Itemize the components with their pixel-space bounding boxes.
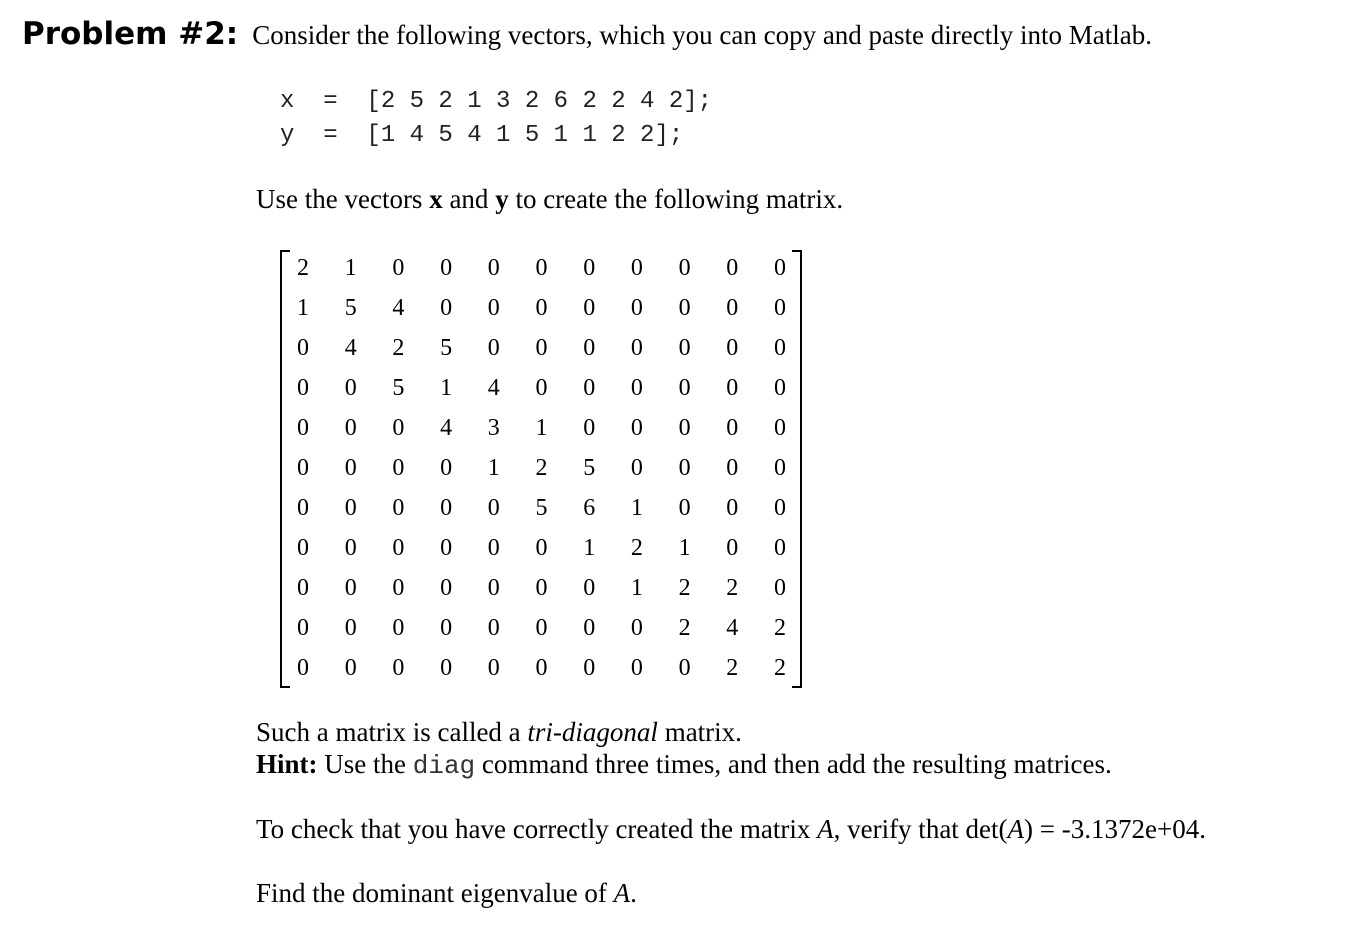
problem-intro: Consider the following vectors, which you can copy and paste directly into Matlab. — [252, 20, 1152, 50]
hint-pre: Use the — [317, 749, 413, 779]
matrix-cell: 0 — [440, 455, 453, 481]
instruction-pre: Use the vectors — [256, 184, 430, 214]
matrix-cell: 0 — [297, 615, 309, 641]
check-a: A — [817, 814, 834, 844]
matrix-cell: 0 — [344, 655, 357, 681]
matrix-cell: 0 — [297, 415, 309, 441]
matrix-cell: 0 — [535, 655, 548, 681]
determinant-check — [256, 814, 1206, 845]
problem-heading — [22, 16, 1152, 52]
matrix-cell: 0 — [440, 295, 453, 321]
matrix-cell: 0 — [678, 295, 691, 321]
matrix-cell: 0 — [630, 335, 643, 361]
instruction-y: y — [495, 184, 509, 214]
matrix-cell: 0 — [297, 575, 309, 601]
matrix-cell: 0 — [678, 375, 691, 401]
matrix-cell: 0 — [774, 455, 786, 481]
find-post: . — [630, 878, 637, 908]
matrix-cell: 0 — [535, 375, 548, 401]
matrix-cell: 0 — [344, 415, 357, 441]
matrix-cell: 0 — [774, 295, 786, 321]
matrix-cell: 0 — [392, 255, 405, 281]
matrix-cell: 0 — [344, 495, 357, 521]
matrix-cell: 0 — [726, 455, 739, 481]
matrix-cell: 0 — [440, 535, 453, 561]
check-pre: To check that you have correctly created the matrix — [256, 814, 818, 844]
tri-pre: Such a matrix is called a — [256, 717, 528, 747]
matrix-cell: 0 — [630, 655, 643, 681]
matrix-cell: 0 — [297, 535, 309, 561]
matrix-cell: 0 — [344, 455, 357, 481]
matrix-cell: 0 — [535, 295, 548, 321]
matrix-cell: 0 — [583, 375, 596, 401]
matrix-cell: 2 — [726, 655, 739, 681]
tridiagonal-matrix — [280, 250, 805, 688]
matrix-cell: 0 — [630, 415, 643, 441]
matrix-cell: 0 — [392, 415, 405, 441]
matrix-cell: 2 — [726, 575, 739, 601]
matrix-cell: 0 — [487, 655, 500, 681]
matrix-cell: 0 — [297, 335, 309, 361]
matrix-cell: 0 — [678, 415, 691, 441]
matrix-cell: 1 — [487, 455, 500, 481]
matrix-cell: 0 — [774, 375, 786, 401]
matrix-cell: 5 — [392, 375, 405, 401]
matrix-cell: 0 — [392, 575, 405, 601]
matrix-cell: 0 — [487, 495, 500, 521]
matrix-cell: 0 — [726, 335, 739, 361]
instruction-x: x — [429, 184, 443, 214]
matrix-cell: 0 — [297, 375, 309, 401]
hint-post: command three times, and then add the resulting matrices. — [475, 749, 1112, 779]
matrix-cell: 5 — [583, 455, 596, 481]
matrix-cell: 5 — [344, 295, 357, 321]
matrix-cell: 1 — [297, 295, 309, 321]
check-mid: , verify that det( — [833, 814, 1008, 844]
matrix-cell: 0 — [583, 575, 596, 601]
matrix-cell: 0 — [630, 375, 643, 401]
matrix-cell: 0 — [487, 255, 500, 281]
instruction-mid: and — [442, 184, 496, 214]
matrix-cell: 0 — [630, 295, 643, 321]
matrix-cell: 1 — [678, 535, 691, 561]
matrix-cell: 0 — [774, 335, 786, 361]
eigenvalue-task — [256, 878, 637, 909]
matrix-cell: 0 — [535, 615, 548, 641]
matrix-cell: 0 — [583, 295, 596, 321]
hint-label: Hint: — [256, 749, 318, 779]
matrix-cell: 0 — [678, 335, 691, 361]
matrix-cell: 0 — [583, 335, 596, 361]
matrix-cell: 0 — [678, 255, 691, 281]
matrix-cell: 5 — [535, 495, 548, 521]
matrix-cell: 0 — [535, 575, 548, 601]
tridiagonal-note — [256, 717, 742, 748]
matrix-cell: 1 — [440, 375, 453, 401]
matrix-cell: 0 — [583, 615, 596, 641]
matrix-cell: 2 — [774, 655, 786, 681]
matrix-cell: 2 — [392, 335, 405, 361]
matrix-cell: 3 — [487, 415, 500, 441]
matrix-cell: 0 — [440, 655, 453, 681]
matrix-cell: 0 — [726, 535, 739, 561]
instruction-text — [256, 184, 843, 215]
matrix-cell: 0 — [535, 335, 548, 361]
matrix-cell: 1 — [630, 575, 643, 601]
instruction-post: to create the following matrix. — [508, 184, 844, 214]
matrix-cell: 0 — [440, 255, 453, 281]
matrix-cell: 0 — [535, 255, 548, 281]
matrix-cell: 0 — [297, 655, 309, 681]
matrix-cell: 0 — [392, 455, 405, 481]
matrix-cell: 0 — [344, 615, 357, 641]
check-post: ) = -3.1372e+04. — [1024, 814, 1206, 844]
matrix-cell: 0 — [774, 535, 786, 561]
matrix-cell: 1 — [344, 255, 357, 281]
matrix-cell: 0 — [678, 455, 691, 481]
matrix-cell: 0 — [726, 495, 739, 521]
matrix-cell: 2 — [678, 615, 691, 641]
matrix-cell: 0 — [487, 335, 500, 361]
matrix-cell: 0 — [630, 455, 643, 481]
matrix-cell: 0 — [487, 575, 500, 601]
matrix-cell: 0 — [678, 495, 691, 521]
find-pre: Find the dominant eigenvalue of — [256, 878, 614, 908]
matrix-cell: 0 — [344, 375, 357, 401]
matrix-cell: 0 — [440, 615, 453, 641]
matrix-cell: 0 — [392, 535, 405, 561]
matrix-cell: 2 — [678, 575, 691, 601]
matrix-cell: 0 — [726, 295, 739, 321]
matrix-cell: 0 — [487, 535, 500, 561]
matrix-cell: 0 — [726, 375, 739, 401]
matrix-cell: 4 — [344, 335, 357, 361]
matrix-cell: 0 — [774, 495, 786, 521]
matrix-cell: 0 — [392, 615, 405, 641]
matrix-cell: 2 — [535, 455, 548, 481]
matrix-cell: 0 — [487, 295, 500, 321]
matrix-cell: 0 — [440, 495, 453, 521]
matrix-cell: 0 — [726, 255, 739, 281]
matrix-cell: 0 — [344, 535, 357, 561]
matrix-cell: 4 — [487, 375, 500, 401]
matrix-cell: 0 — [583, 415, 596, 441]
problem-label: Problem #2: — [22, 16, 239, 52]
matrix-cell: 2 — [297, 255, 309, 281]
matrix-cell: 1 — [630, 495, 643, 521]
matrix-cell: 0 — [535, 535, 548, 561]
matrix-cell: 0 — [440, 575, 453, 601]
matrix-cell: 2 — [774, 615, 786, 641]
matrix-cell: 1 — [583, 535, 596, 561]
matrix-cell: 2 — [630, 535, 643, 561]
matrix-cell: 0 — [487, 615, 500, 641]
tri-em: tri-diagonal — [527, 717, 658, 747]
matrix-cell: 4 — [726, 615, 739, 641]
matrix-cell: 0 — [726, 415, 739, 441]
matrix-cell: 1 — [535, 415, 548, 441]
matrix-cell: 0 — [630, 615, 643, 641]
matrix-cell: 5 — [440, 335, 453, 361]
code-line-y: y = [1 4 5 4 1 5 1 1 2 2]; — [280, 122, 684, 149]
matrix-cell: 0 — [297, 495, 309, 521]
check-a2: A — [1007, 814, 1025, 844]
hint-code: diag — [412, 751, 476, 781]
matrix-cell: 0 — [392, 655, 405, 681]
matrix-cell: 0 — [583, 655, 596, 681]
code-line-x: x = [2 5 2 1 3 2 6 2 2 4 2]; — [280, 88, 713, 115]
matrix-cell: 4 — [440, 415, 453, 441]
matrix-cell: 0 — [774, 415, 786, 441]
matrix-cell: 0 — [344, 575, 357, 601]
matrix-cell: 0 — [630, 255, 643, 281]
matrix-cell: 0 — [678, 655, 691, 681]
find-a: A — [613, 878, 631, 908]
matrix-cell: 6 — [583, 495, 596, 521]
matrix-cell: 0 — [297, 455, 309, 481]
matrix-cell: 4 — [392, 295, 405, 321]
hint-text — [256, 749, 1112, 781]
matrix-cell: 0 — [774, 575, 786, 601]
matrix-cell: 0 — [583, 255, 596, 281]
tri-post: matrix. — [657, 717, 742, 747]
matrix-cell: 0 — [392, 495, 405, 521]
matrix-cell: 0 — [774, 255, 786, 281]
